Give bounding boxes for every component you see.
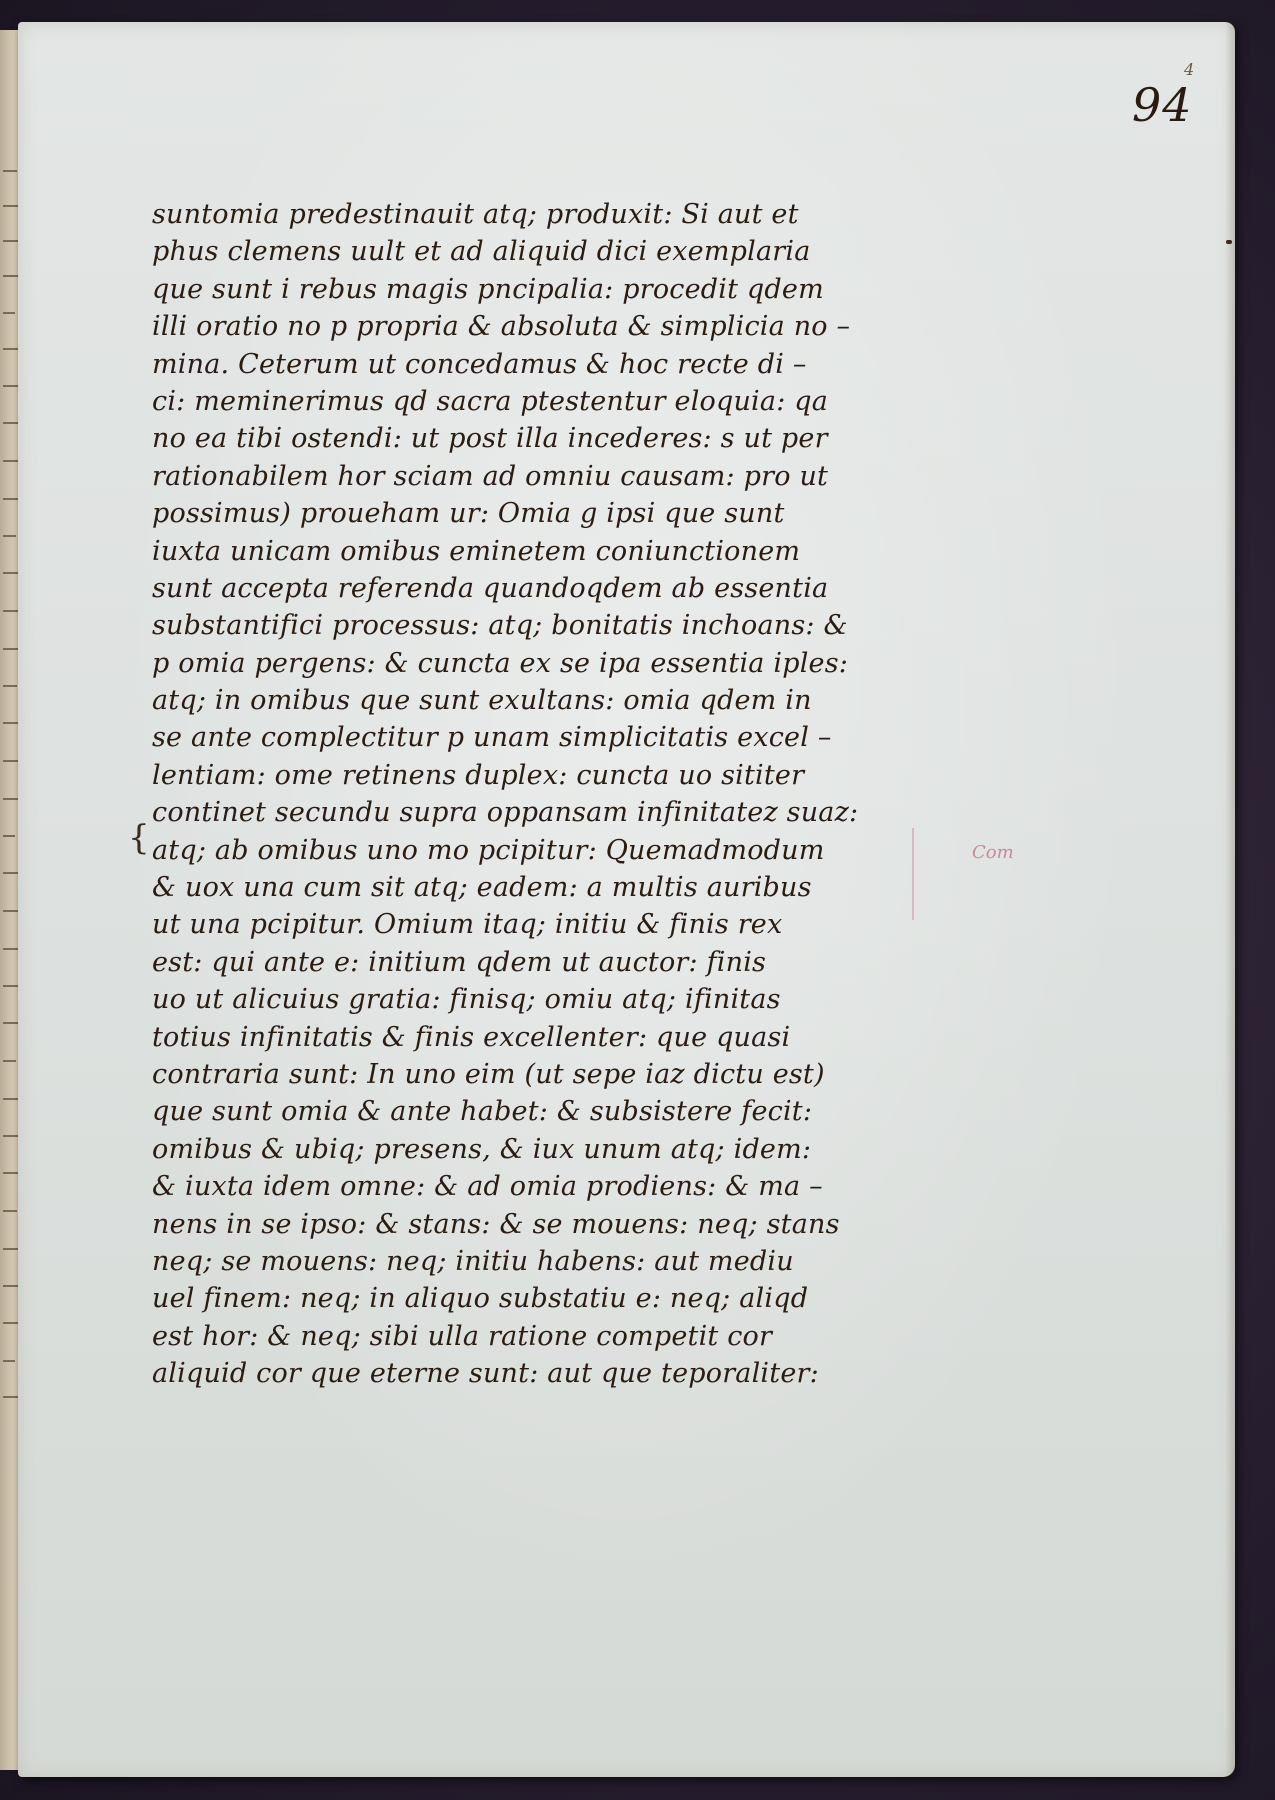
page-edge-shadow bbox=[1225, 22, 1235, 1777]
text-line: ci: meminerimus qd sacra ptestentur eloquia: qa bbox=[152, 385, 829, 417]
text-line: iuxta unicam omibus eminetem coniunctionem bbox=[152, 535, 801, 567]
text-line: continet secundu supra oppansam infinitatez suaz: bbox=[152, 797, 859, 829]
text-line: uel finem: neq; in aliquo substatiu e: neq; aliqd bbox=[152, 1283, 809, 1315]
text-line: substantifici processus: atq; bonitatis inchoans: & bbox=[152, 610, 848, 642]
text-line: est hor: & neq; sibi ulla ratione competit cor bbox=[152, 1320, 773, 1352]
text-line: contraria sunt: In uno eim (ut sepe iaz dictu est) bbox=[152, 1058, 825, 1090]
text-line: que sunt omia & ante habet: & subsistere fecit: bbox=[152, 1096, 813, 1128]
text-line: suntomia predestinauit atq; produxit: Si aut et bbox=[152, 199, 799, 230]
text-line: mina. Ceterum ut concedamus & hoc recte di – bbox=[152, 348, 807, 380]
text-line: nens in se ipso: & stans: & se mouens: neq; stans bbox=[152, 1208, 840, 1240]
text-line: uo ut alicuius gratia: finisq; omiu atq; ifinitas bbox=[152, 984, 781, 1016]
manuscript-text-block bbox=[152, 196, 912, 1393]
text-line: aliquid cor que eterne sunt: aut que teporaliter: bbox=[152, 1358, 819, 1390]
text-line: se ante complectitur p unam simplicitatis excel – bbox=[152, 722, 832, 754]
text-line: que sunt i rebus magis pncipalia: procedit qdem bbox=[152, 273, 824, 305]
text-line: omibus & ubiq; presens, & iux unum atq; idem: bbox=[152, 1133, 812, 1165]
margin-rubric-stroke bbox=[912, 828, 914, 920]
text-line: p omia pergens: & cuncta ex se ipa essentia iples: bbox=[152, 647, 849, 679]
text-line: phus clemens uult et ad aliquid dici exemplaria bbox=[152, 236, 811, 268]
text-line: est: qui ante e: initium qdem ut auctor: finis bbox=[152, 946, 767, 978]
text-line: sunt accepta referenda quandoqdem ab essentia bbox=[152, 572, 829, 604]
text-line: possimus) proueham ur: Omia g ipsi que sunt bbox=[152, 498, 785, 530]
text-line: atq; ab omibus uno mo pcipitur: Quemadmodum bbox=[152, 834, 825, 866]
text-line: atq; in omibus que sunt exultans: omia qdem in bbox=[152, 685, 812, 717]
text-line: totius infinitatis & finis excellenter: que quasi bbox=[152, 1021, 791, 1053]
text-line: no ea tibi ostendi: ut post illa incederes: s ut per bbox=[152, 423, 828, 455]
text-line: rationabilem hor sciam ad omniu causam: pro ut bbox=[152, 460, 829, 492]
page-edge-ink-mark bbox=[1226, 240, 1232, 244]
text-line: neq; se mouens: neq; initiu habens: aut mediu bbox=[152, 1245, 794, 1277]
folio-number: 94 bbox=[1132, 78, 1193, 132]
margin-note: Com bbox=[972, 842, 1014, 863]
margin-bracket-mark: { bbox=[128, 818, 150, 858]
text-line: & iuxta idem omne: & ad omia prodiens: & ma – bbox=[152, 1171, 823, 1203]
text-line: ut una pcipitur. Omium itaq; initiu & finis rex bbox=[152, 909, 783, 941]
folio-pencil-mark: 4 bbox=[1184, 60, 1195, 79]
text-line: lentiam: ome retinens duplex: cuncta uo sititer bbox=[152, 759, 805, 791]
text-line: & uox una cum sit atq; eadem: a multis auribus bbox=[152, 872, 812, 904]
text-line: illi oratio no p propria & absoluta & simplicia no – bbox=[152, 311, 851, 343]
